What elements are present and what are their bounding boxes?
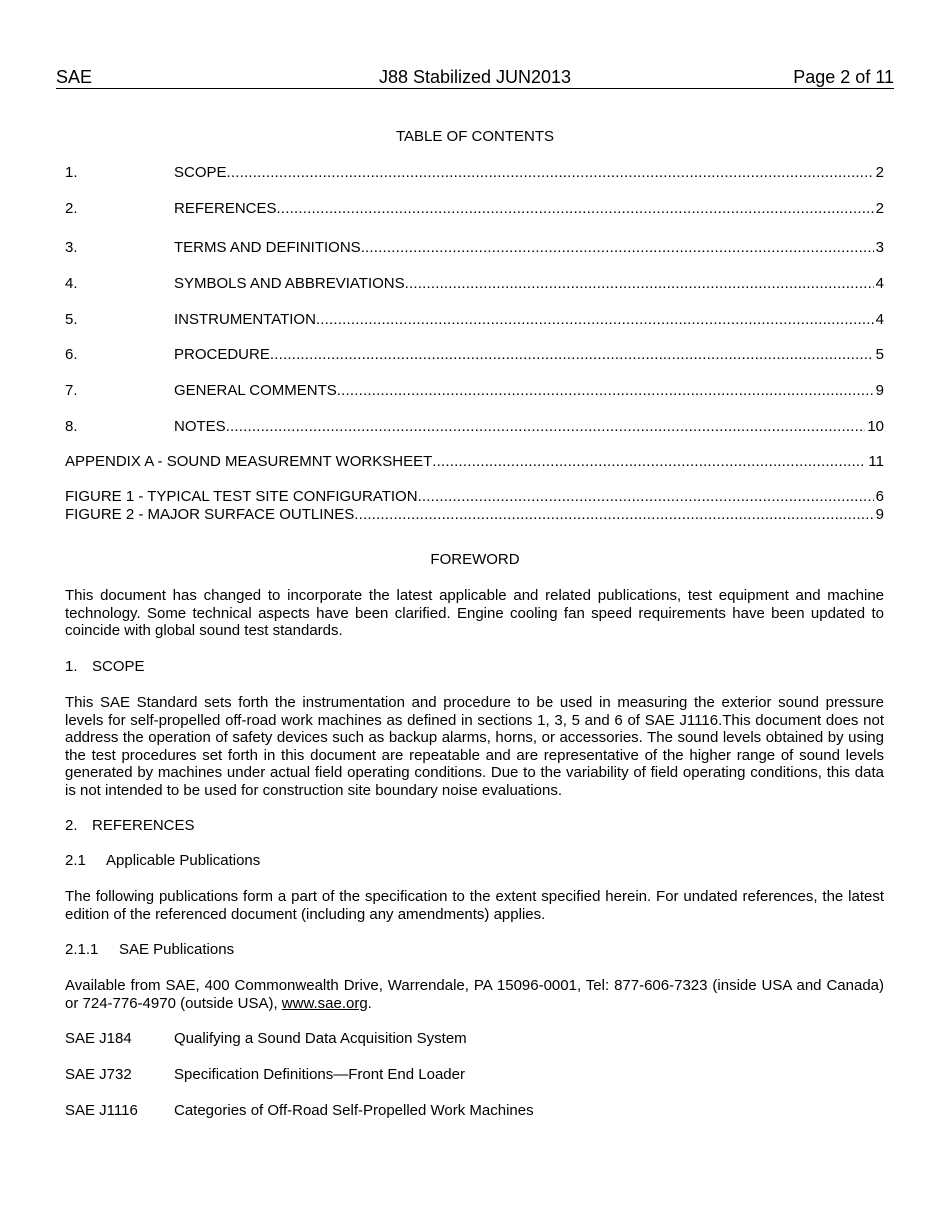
subsection-heading-applicable-publications (65, 852, 260, 870)
toc-item-figure-1[interactable] (65, 488, 884, 506)
applicable-publications-text: The following publications form a part of the specification to the extent specified herein. For undated references, the latest edition of the referenced document (including any amendments) applies. (65, 888, 884, 923)
sae-publications-text (65, 977, 884, 1012)
subsection-heading-sae-publications (65, 941, 234, 959)
toc-item-label: REFERENCES (174, 200, 277, 217)
toc-item-page: 11 (868, 453, 884, 470)
reference-title: Qualifying a Sound Data Acquisition System (174, 1030, 467, 1047)
scope-text: This SAE Standard sets forth the instrumentation and procedure to be used in measuring the exterior sound pressure levels for self-propelled off-road work machines as defined in sections 1, 3, 5 and 6 of SAE J1116.This document does not address the operation of safety devices such as backup alarms, horns, or accessories. The sound levels obtained by using the test procedures set forth in this document are repeatable and are representative of the higher range of sound levels generated by machines under actual field operating conditions. Due to the variability of field operating conditions, this data is not intended to be used for construction site boundary noise evaluations. (65, 694, 884, 799)
header-org: SAE (56, 67, 93, 87)
toc-title: TABLE OF CONTENTS (395, 128, 555, 145)
toc-item-appendix-a[interactable] (65, 453, 884, 471)
toc-item-page: 10 (867, 418, 884, 435)
toc-item-label: APPENDIX A - SOUND MEASUREMNT WORKSHEET (65, 453, 433, 470)
toc-item-instrumentation[interactable] (65, 311, 884, 329)
foreword-text: This document has changed to incorporate the latest applicable and related publications, test equipment and machine technology. Some technical aspects have been clarified. Engine cooling fan speed requirements have been updated to coincide with global sound test standards. (65, 587, 884, 639)
toc-item-label: PROCEDURE (174, 346, 270, 363)
toc-item-procedure[interactable] (65, 346, 884, 364)
section-heading-references (65, 817, 195, 835)
toc-item-page: 2 (875, 164, 884, 181)
toc-leader (354, 506, 873, 524)
toc-item-page: 4 (875, 275, 884, 292)
toc-item-page: 9 (875, 382, 884, 399)
toc-item-label: FIGURE 1 - TYPICAL TEST SITE CONFIGURATION (65, 488, 418, 505)
section-number: 1. (65, 658, 78, 675)
toc-item-symbols[interactable] (65, 275, 884, 293)
section-title: REFERENCES (92, 817, 195, 834)
toc-item-number: 6. (65, 346, 78, 363)
section-number: 2.1 (65, 852, 86, 869)
toc-item-label: FIGURE 2 - MAJOR SURFACE OUTLINES (65, 506, 355, 523)
toc-item-notes[interactable] (65, 418, 884, 436)
toc-leader (432, 453, 866, 471)
toc-item-page: 5 (875, 346, 884, 363)
reference-code: SAE J1116 (65, 1102, 138, 1119)
toc-item-label: INSTRUMENTATION (174, 311, 316, 328)
reference-title: Specification Definitions—Front End Loader (174, 1066, 465, 1083)
header-doc-id: J88 Stabilized JUN2013 (378, 67, 572, 87)
toc-leader (337, 382, 874, 400)
toc-item-label: SCOPE (174, 164, 227, 181)
header-page-number: Page 2 of 11 (793, 67, 894, 87)
toc-item-figure-2[interactable] (65, 506, 884, 524)
toc-item-general-comments[interactable] (65, 382, 884, 400)
section-title: SCOPE (92, 658, 145, 675)
sentence-end: . (367, 994, 372, 1012)
page-header (56, 66, 894, 89)
toc-item-page: 9 (875, 506, 884, 523)
toc-item-scope[interactable] (65, 164, 884, 182)
section-title: Applicable Publications (106, 852, 261, 869)
reference-item (65, 1030, 467, 1048)
toc-item-number: 7. (65, 382, 78, 399)
toc-item-page: 6 (875, 488, 884, 505)
toc-item-page: 4 (875, 311, 884, 328)
toc-item-number: 8. (65, 418, 78, 435)
toc-leader (361, 239, 874, 257)
toc-leader (227, 164, 874, 182)
toc-leader (277, 200, 874, 218)
section-title: SAE Publications (119, 941, 235, 958)
toc-item-page: 2 (875, 200, 884, 217)
sae-website-link[interactable]: www.sae.org (281, 994, 368, 1012)
reference-code: SAE J184 (65, 1030, 132, 1047)
section-number: 2. (65, 817, 78, 834)
toc-item-terms[interactable] (65, 239, 884, 257)
toc-leader (405, 275, 874, 293)
toc-item-label: SYMBOLS AND ABBREVIATIONS (174, 275, 405, 292)
toc-leader (226, 418, 866, 436)
reference-item (65, 1102, 534, 1120)
toc-item-number: 4. (65, 275, 78, 292)
toc-item-number: 3. (65, 239, 78, 256)
reference-code: SAE J732 (65, 1066, 132, 1083)
toc-item-label: NOTES (174, 418, 226, 435)
toc-item-number: 5. (65, 311, 78, 328)
toc-item-references[interactable] (65, 200, 884, 218)
toc-item-page: 3 (875, 239, 884, 256)
toc-leader (418, 488, 874, 506)
sae-availability-text: Available from SAE, 400 Commonwealth Drive, Warrendale, PA 15096-0001, Tel: 877-606-7323 (inside USA and Canada) or 724-776-4970 (outside USA), (65, 977, 884, 1012)
reference-title: Categories of Off-Road Self-Propelled Work Machines (174, 1102, 534, 1119)
toc-leader (316, 311, 874, 329)
toc-item-label: GENERAL COMMENTS (174, 382, 337, 399)
section-number: 2.1.1 (65, 941, 99, 958)
section-heading-scope (65, 658, 145, 676)
toc-item-label: TERMS AND DEFINITIONS (174, 239, 361, 256)
toc-item-number: 1. (65, 164, 78, 181)
toc-leader (270, 346, 874, 364)
toc-item-number: 2. (65, 200, 78, 217)
foreword-title: FOREWORD (430, 551, 520, 568)
reference-item (65, 1066, 465, 1084)
